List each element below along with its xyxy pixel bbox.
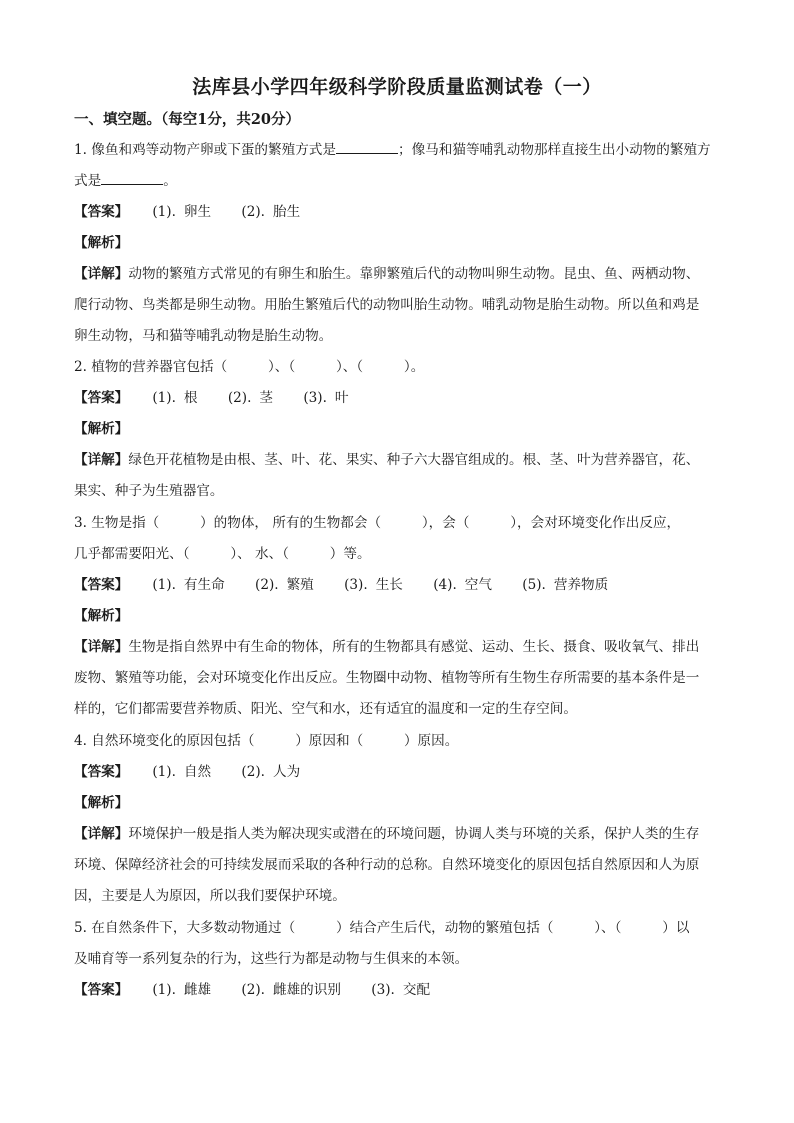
detail-text: 环境、保障经济社会的可持续发展而采取的各种行动的总称。自然环境变化的原因包括自然原因和人为原 (74, 857, 700, 873)
answer-item: (3). 生长 (344, 577, 403, 593)
analysis-label: 【解析】 (74, 608, 129, 624)
question-text: 2. 植物的营养器官包括（ ）、（ ）、（ ）。 (74, 359, 425, 375)
detail-text: 【详解】绿色开花植物是由根、茎、叶、花、果实、种子六大器官组成的。根、茎、叶为营养器官，花、 (74, 452, 700, 468)
question-text: 4. 自然环境变化的原因包括（ ）原因和（ ）原因。 (74, 733, 459, 749)
answer-row (74, 757, 724, 788)
question-text: 5. 在自然条件下，大多数动物通过（ ）结合产生后代，动物的繁殖包括（ ）、（ ）以 (74, 920, 690, 936)
detail-text: 【详解】动物的繁殖方式常见的有卵生和胎生。靠卵繁殖后代的动物叫卵生动物。昆虫、鱼、两栖动物、 (74, 266, 700, 282)
answer-item: (1). 自然 (152, 764, 212, 780)
answer-row (74, 570, 724, 601)
answer-label: 【答案】 (74, 577, 129, 593)
answer-label: 【答案】 (74, 390, 129, 406)
detail-text: 样的，它们都需要营养物质、阳光、空气和水，还有适宜的温度和一定的生存空间。 (74, 701, 577, 717)
answer-item: (5). 营养物质 (522, 577, 609, 593)
answer-item: (2). 繁殖 (255, 577, 314, 593)
question-text: 及哺育等一系列复杂的行为，这些行为都是动物与生俱来的本领。 (74, 951, 469, 967)
answer-item: (1). 根 (152, 390, 198, 406)
question-text: 几乎都需要阳光、（ ）、 水、（ ）等。 (74, 546, 371, 562)
question-4 (74, 726, 724, 912)
answer-item: (4). 空气 (433, 577, 492, 593)
answer-label: 【答案】 (74, 982, 129, 998)
question-1 (74, 135, 724, 352)
question-text: 1. 像鱼和鸡等动物产卵或下蛋的繁殖方式是 ；像马和猫等哺乳动物那样直接生出小动物的繁殖方 (74, 135, 724, 166)
answer-item: (1). 卵生 (152, 204, 212, 220)
detail-text: 果实、种子为生殖器官。 (74, 483, 224, 499)
answer-item: (1). 雌雄 (152, 982, 212, 998)
detail-text: 【详解】生物是指自然界中有生命的物体，所有的生物都具有感觉、运动、生长、摄食、吸收氧气、排出 (74, 639, 700, 655)
detail-text: 爬行动物、鸟类都是卵生动物。用胎生繁殖后代的动物叫胎生动物。哺乳动物是胎生动物。所以鱼和鸡是 (74, 297, 700, 313)
analysis-label: 【解析】 (74, 421, 129, 437)
detail-text: 【详解】环境保护一般是指人类为解决现实或潜在的环境问题，协调人类与环境的关系，保护人类的生存 (74, 826, 700, 842)
section-heading: 一、填空题。（每空1分，共20分） (74, 111, 301, 128)
analysis-label: 【解析】 (74, 795, 129, 811)
answer-item: (1). 有生命 (152, 577, 225, 593)
question-3 (74, 508, 724, 725)
answer-label: 【答案】 (74, 764, 129, 780)
answer-blank (101, 170, 163, 185)
answer-item: (2). 人为 (241, 764, 301, 780)
answer-item: (2). 茎 (227, 390, 273, 406)
detail-text: 卵生动物，马和猫等哺乳动物是胎生动物。 (74, 328, 333, 344)
detail-text: 废物、繁殖等功能，会对环境变化作出反应。生物圈中动物、植物等所有生物生存所需要的基本条件是一 (74, 670, 700, 686)
answer-label: 【答案】 (74, 204, 129, 220)
answer-item: (2). 胎生 (241, 204, 301, 220)
answer-row (74, 197, 724, 228)
page-title: 法库县小学四年级科学阶段质量监测试卷（一） (192, 76, 602, 98)
question-text: 3. 生物是指（ ）的物体， 所有的生物都会（ ），会（ ），会对环境变化作出反应， (74, 515, 681, 531)
answer-row (74, 975, 724, 1006)
answer-blank (336, 139, 398, 154)
question-2 (74, 352, 724, 507)
detail-text: 因，主要是人为原因，所以我们要保护环境。 (74, 888, 346, 904)
answer-item: (3). 交配 (371, 982, 431, 998)
analysis-label: 【解析】 (74, 235, 129, 251)
question-text: 式是 。 (74, 166, 724, 197)
answer-row (74, 383, 724, 414)
answer-item: (2). 雌雄的识别 (241, 982, 341, 998)
question-5 (74, 913, 724, 1006)
answer-item: (3). 叶 (303, 390, 349, 406)
